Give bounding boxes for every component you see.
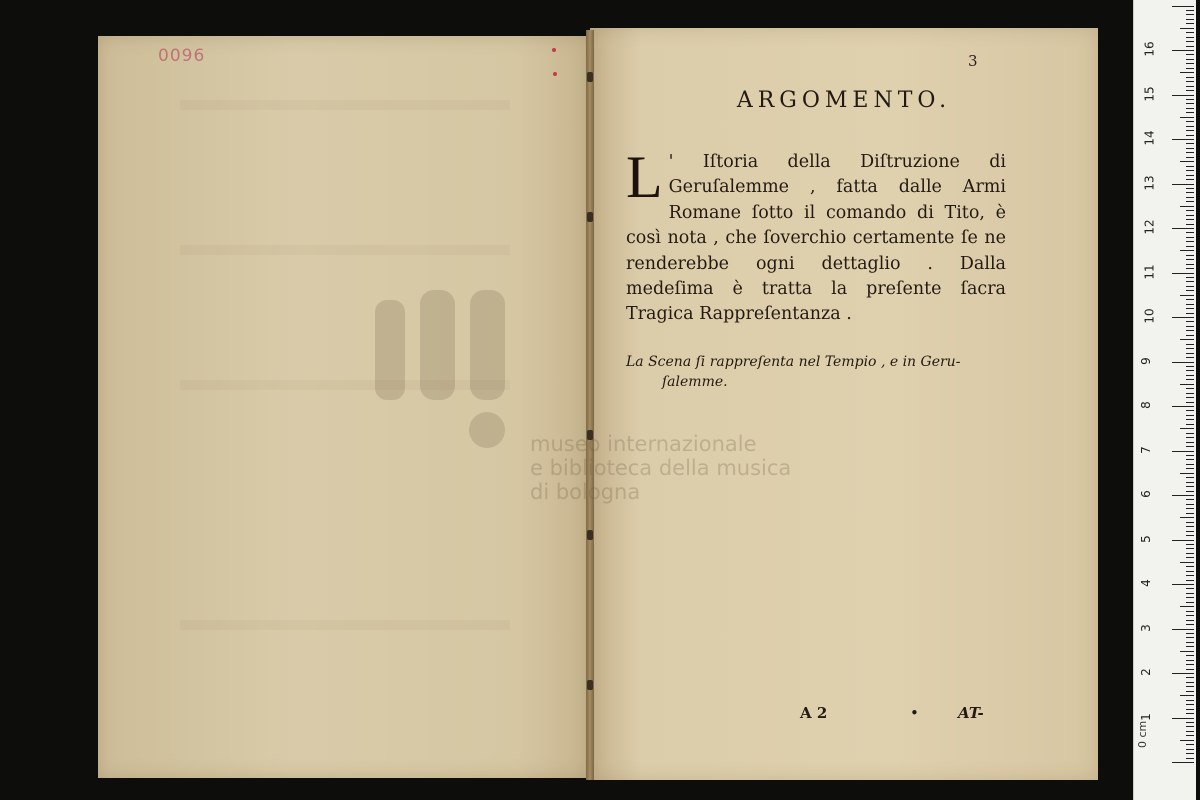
- ruler-tick: [1186, 664, 1194, 665]
- ruler-tick: [1180, 473, 1194, 474]
- ruler-tick: [1186, 335, 1194, 336]
- ruler-tick: [1186, 192, 1194, 193]
- ruler-tick: [1186, 157, 1194, 158]
- ruler-tick: [1186, 326, 1194, 327]
- ruler-number: 4: [1138, 579, 1153, 587]
- ruler-tick: [1186, 357, 1194, 358]
- ruler-tick: [1186, 179, 1194, 180]
- ruler-tick: [1186, 526, 1194, 527]
- ruler-tick: [1172, 540, 1194, 541]
- page-number: 3: [968, 52, 978, 70]
- ruler-tick: [1186, 388, 1194, 389]
- ruler-tick: [1186, 588, 1194, 589]
- ruler-tick: [1186, 419, 1194, 420]
- ruler-tick: [1186, 571, 1194, 572]
- ruler-tick: [1186, 620, 1194, 621]
- ruler-tick: [1186, 726, 1194, 727]
- ruler-tick: [1186, 121, 1194, 122]
- ruler-tick: [1180, 295, 1194, 296]
- ruler-tick: [1172, 718, 1194, 719]
- ruler-tick: [1186, 660, 1194, 661]
- ruler-tick: [1186, 575, 1194, 576]
- watermark-line: museo internazionale: [530, 432, 757, 456]
- ruler-tick: [1186, 633, 1194, 634]
- ruler-tick: [1186, 126, 1194, 127]
- ruler-tick: [1186, 482, 1194, 483]
- ruler-tick: [1186, 615, 1194, 616]
- ruler-tick: [1186, 597, 1194, 598]
- ruler-tick: [1186, 259, 1194, 260]
- show-through: [180, 100, 510, 110]
- ruler-number: 13: [1142, 174, 1157, 191]
- ruler-tick: [1186, 135, 1194, 136]
- ruler-tick: [1186, 148, 1194, 149]
- ruler-tick: [1186, 455, 1194, 456]
- book-spine: [586, 30, 594, 780]
- ruler-tick: [1186, 59, 1194, 60]
- ruler-number: 10: [1142, 308, 1157, 324]
- ruler-tick: [1186, 491, 1194, 492]
- ruler-tick: [1186, 299, 1194, 300]
- ruler-tick: [1186, 246, 1194, 247]
- footer-dot: •: [910, 704, 919, 722]
- manuscript-number: 0096: [158, 46, 206, 66]
- page-heading: ARGOMENTO.: [736, 88, 952, 113]
- watermark-line: di bologna: [530, 480, 641, 504]
- ruler-tick: [1186, 81, 1194, 82]
- ruler-tick: [1186, 686, 1194, 687]
- ruler-tick: [1186, 14, 1194, 15]
- ruler-tick: [1186, 108, 1194, 109]
- ruler-tick: [1186, 753, 1194, 754]
- ruler-tick: [1186, 642, 1194, 643]
- ruler-tick: [1186, 175, 1194, 176]
- stitch: [587, 72, 593, 82]
- ruler-tick: [1186, 468, 1194, 469]
- ruler-tick: [1186, 166, 1194, 167]
- ruler-tick: [1186, 637, 1194, 638]
- ruler-tick: [1186, 499, 1194, 500]
- ruler-number: 8: [1138, 401, 1153, 409]
- ruler-tick: [1186, 344, 1194, 345]
- ruler-tick: [1180, 740, 1194, 741]
- ruler-tick: [1186, 424, 1194, 425]
- ruler-tick: [1186, 442, 1194, 443]
- stitch: [587, 680, 593, 690]
- ruler-tick: [1186, 304, 1194, 305]
- ruler-tick: [1186, 611, 1194, 612]
- ruler-tick: [1186, 464, 1194, 465]
- ruler-tick: [1186, 112, 1194, 113]
- ruler-number: 6: [1138, 490, 1153, 498]
- ruler-tick: [1186, 23, 1194, 24]
- ruler-tick: [1186, 19, 1194, 20]
- ruler-tick: [1180, 161, 1194, 162]
- ruler-tick: [1186, 37, 1194, 38]
- ruler-tick: [1186, 508, 1194, 509]
- ruler-tick: [1186, 219, 1194, 220]
- ruler-tick: [1180, 28, 1194, 29]
- ruler-tick: [1186, 557, 1194, 558]
- ruler-tick: [1186, 531, 1194, 532]
- ruler-tick: [1186, 99, 1194, 100]
- paragraph-text: ' Iſtoria della Diſtruzione di Geruſalemme , fatta dalle Armi Romane ſotto il comando di Tito, è così nota , che ſoverchio certamente ſe ne renderebbe ogni dettaglio . Dalla medeſima è tratta la preſente ſacra Tragica Rappreſentanza .: [626, 152, 1006, 325]
- stitch: [587, 212, 593, 222]
- watermark-logo-icon: [375, 290, 545, 450]
- ruler-tick: [1186, 580, 1194, 581]
- ruler-tick: [1186, 313, 1194, 314]
- scene-line: ſalemme.: [662, 374, 728, 390]
- show-through: [180, 620, 510, 630]
- ruler-tick: [1186, 602, 1194, 603]
- argument-paragraph: [626, 144, 1006, 328]
- ruler-tick: [1186, 10, 1194, 11]
- ruler-tick: [1172, 184, 1194, 185]
- ruler-number: 2: [1138, 668, 1153, 676]
- ruler-tick: [1186, 348, 1194, 349]
- ruler-tick: [1186, 566, 1194, 567]
- ruler-tick: [1186, 46, 1194, 47]
- watermark-text: [530, 432, 830, 504]
- ruler-tick: [1186, 655, 1194, 656]
- ruler-tick: [1186, 677, 1194, 678]
- ruler-tick: [1186, 232, 1194, 233]
- ruler-tick: [1186, 646, 1194, 647]
- ruler-tick: [1180, 206, 1194, 207]
- ruler-tick: [1186, 379, 1194, 380]
- ruler-tick: [1186, 744, 1194, 745]
- ruler-tick: [1186, 624, 1194, 625]
- ruler-tick: [1186, 749, 1194, 750]
- ruler-tick: [1186, 201, 1194, 202]
- ruler-tick: [1186, 277, 1194, 278]
- ruler-tick: [1186, 691, 1194, 692]
- ruler-tick: [1186, 709, 1194, 710]
- ruler-tick: [1186, 152, 1194, 153]
- ruler-tick: [1180, 606, 1194, 607]
- ruler-tick: [1186, 143, 1194, 144]
- ruler-tick: [1172, 273, 1194, 274]
- ruler-tick: [1172, 139, 1194, 140]
- ruler-number: 11: [1142, 263, 1157, 280]
- ruler-tick: [1186, 86, 1194, 87]
- ruler-tick: [1172, 50, 1194, 51]
- ruler-number: 3: [1138, 623, 1153, 632]
- ruler-tick: [1186, 255, 1194, 256]
- ruler-tick: [1172, 451, 1194, 452]
- ruler-number: 15: [1142, 85, 1157, 102]
- ruler-tick: [1186, 397, 1194, 398]
- ruler-tick: [1186, 215, 1194, 216]
- ruler-number: 1: [1138, 712, 1153, 721]
- ruler-number: 16: [1142, 41, 1157, 57]
- ruler-tick: [1186, 544, 1194, 545]
- ruler-tick: [1186, 224, 1194, 225]
- ruler-tick: [1186, 170, 1194, 171]
- ruler-tick: [1186, 68, 1194, 69]
- ruler-tick: [1186, 669, 1194, 670]
- ruler-tick: [1186, 402, 1194, 403]
- ruler-tick: [1186, 366, 1194, 367]
- ruler-tick: [1180, 428, 1194, 429]
- ruler-tick: [1186, 375, 1194, 376]
- ruler-tick: [1186, 682, 1194, 683]
- ruler-tick: [1180, 695, 1194, 696]
- ruler-tick: [1186, 188, 1194, 189]
- red-ink-mark: [552, 48, 556, 52]
- ruler-tick: [1180, 250, 1194, 251]
- ruler-tick: [1186, 758, 1194, 759]
- signature-mark: A 2: [800, 704, 828, 722]
- ruler-tick: [1186, 264, 1194, 265]
- ruler-tick: [1186, 308, 1194, 309]
- ruler-tick: [1186, 330, 1194, 331]
- ruler-tick: [1186, 241, 1194, 242]
- ruler-tick: [1186, 130, 1194, 131]
- ruler-tick: [1186, 700, 1194, 701]
- ruler-tick: [1186, 370, 1194, 371]
- ruler-tick: [1172, 584, 1194, 585]
- ruler-tick: [1186, 735, 1194, 736]
- ruler-tick: [1186, 237, 1194, 238]
- ruler-number: 14: [1142, 130, 1157, 146]
- ruler-tick: [1186, 731, 1194, 732]
- ruler-tick: [1186, 41, 1194, 42]
- ruler-tick: [1180, 384, 1194, 385]
- ruler-tick: [1186, 548, 1194, 549]
- ruler-tick: [1186, 553, 1194, 554]
- ruler-tick: [1180, 651, 1194, 652]
- red-ink-mark: [553, 72, 557, 76]
- ruler-tick: [1186, 103, 1194, 104]
- ruler-tick: [1186, 535, 1194, 536]
- watermark-line: e biblioteca della musica: [530, 456, 792, 480]
- drop-cap: L: [626, 144, 663, 210]
- ruler-unit-label: 0 cm: [1136, 720, 1149, 748]
- catchword: AT-: [958, 704, 984, 722]
- ruler-tick: [1186, 321, 1194, 322]
- ruler-tick: [1186, 415, 1194, 416]
- ruler-tick: [1172, 95, 1194, 96]
- ruler-tick: [1186, 446, 1194, 447]
- ruler-tick: [1172, 317, 1194, 318]
- ruler-tick: [1186, 713, 1194, 714]
- ruler-tick: [1186, 486, 1194, 487]
- ruler-tick: [1172, 762, 1194, 763]
- ruler-number: 12: [1142, 219, 1157, 235]
- ruler-tick: [1172, 629, 1194, 630]
- ruler-tick: [1172, 362, 1194, 363]
- ruler-tick: [1172, 406, 1194, 407]
- ruler-tick: [1180, 339, 1194, 340]
- measurement-ruler: [1133, 0, 1196, 800]
- ruler-number: 9: [1138, 356, 1153, 365]
- ruler-tick: [1172, 228, 1194, 229]
- ruler-tick: [1186, 77, 1194, 78]
- ruler-tick: [1172, 495, 1194, 496]
- ruler-tick: [1186, 459, 1194, 460]
- right-page: [590, 28, 1098, 780]
- show-through: [180, 245, 510, 255]
- ruler-tick: [1180, 117, 1194, 118]
- ruler-tick: [1186, 281, 1194, 282]
- ruler-tick: [1186, 32, 1194, 33]
- ruler-tick: [1186, 513, 1194, 514]
- ruler-tick: [1180, 517, 1194, 518]
- ruler-tick: [1186, 290, 1194, 291]
- ruler-tick: [1186, 504, 1194, 505]
- ruler-tick: [1172, 6, 1194, 7]
- ruler-tick: [1186, 410, 1194, 411]
- ruler-tick: [1186, 704, 1194, 705]
- ruler-tick: [1186, 722, 1194, 723]
- stitch: [587, 530, 593, 540]
- ruler-tick: [1186, 437, 1194, 438]
- ruler-tick: [1180, 562, 1194, 563]
- ruler-tick: [1186, 477, 1194, 478]
- scene-line: La Scena ſi rappreſenta nel Tempio , e in Geru-: [626, 354, 961, 370]
- ruler-tick: [1180, 72, 1194, 73]
- ruler-tick: [1186, 393, 1194, 394]
- ruler-tick: [1186, 54, 1194, 55]
- ruler-tick: [1186, 522, 1194, 523]
- ruler-number: 7: [1138, 445, 1153, 454]
- ruler-tick: [1186, 90, 1194, 91]
- ruler-tick: [1186, 433, 1194, 434]
- ruler-tick: [1186, 210, 1194, 211]
- ruler-tick: [1186, 593, 1194, 594]
- ruler-number: 5: [1138, 534, 1153, 543]
- scene-note: [626, 352, 1006, 392]
- ruler-tick: [1186, 286, 1194, 287]
- ruler-tick: [1186, 197, 1194, 198]
- ruler-tick: [1186, 268, 1194, 269]
- ruler-tick: [1186, 353, 1194, 354]
- ruler-tick: [1186, 63, 1194, 64]
- ruler-tick: [1172, 673, 1194, 674]
